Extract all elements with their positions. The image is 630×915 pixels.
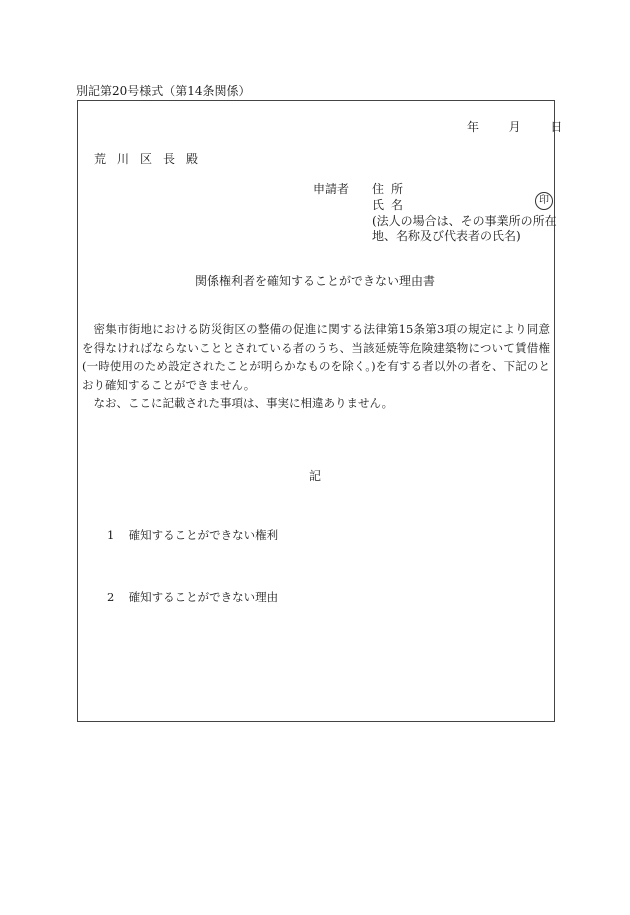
date-year: 年 [467,120,480,134]
list-item [107,589,278,605]
date-line [467,118,562,135]
body-paragraph-2: なお、ここに記載された事項は、事実に相違ありません。 [93,396,394,410]
body-text [82,320,550,413]
item-label: 確知することができない権利 [128,528,279,542]
corp-note-line1: (法人の場合は、その事業所の所在 [372,214,557,228]
applicant-label: 申請者 [313,182,350,196]
item-label: 確知することができない理由 [128,590,279,604]
item-number: 2 [107,590,115,604]
date-month: 月 [508,120,521,134]
corp-note-line2: 地、名称及び代表者の氏名) [372,229,521,243]
form-label: 別記第20号様式（第14条関係） [76,84,251,98]
address-label: 住所 [372,182,411,196]
note-heading: 記 [308,469,321,483]
date-day: 日 [550,120,563,134]
addressee: 荒川区長殿 [94,152,210,166]
name-label: 氏名 [372,198,411,212]
body-paragraph-1: 密集市街地における防災街区の整備の促進に関する法律第15条第3項の規定により同意を得なければならないこととされている者のうち、当該延焼等危険建築物について賃借権(一時使用のため設定されたことが明らかなものを除く。)を有する者以外の者を、下記のとおり確知することができません。 [82,322,550,392]
list-item [107,527,278,543]
item-number: 1 [107,528,115,542]
seal-mark: 印 [535,192,553,210]
document-title: 関係権利者を確知することができない理由書 [194,274,435,288]
